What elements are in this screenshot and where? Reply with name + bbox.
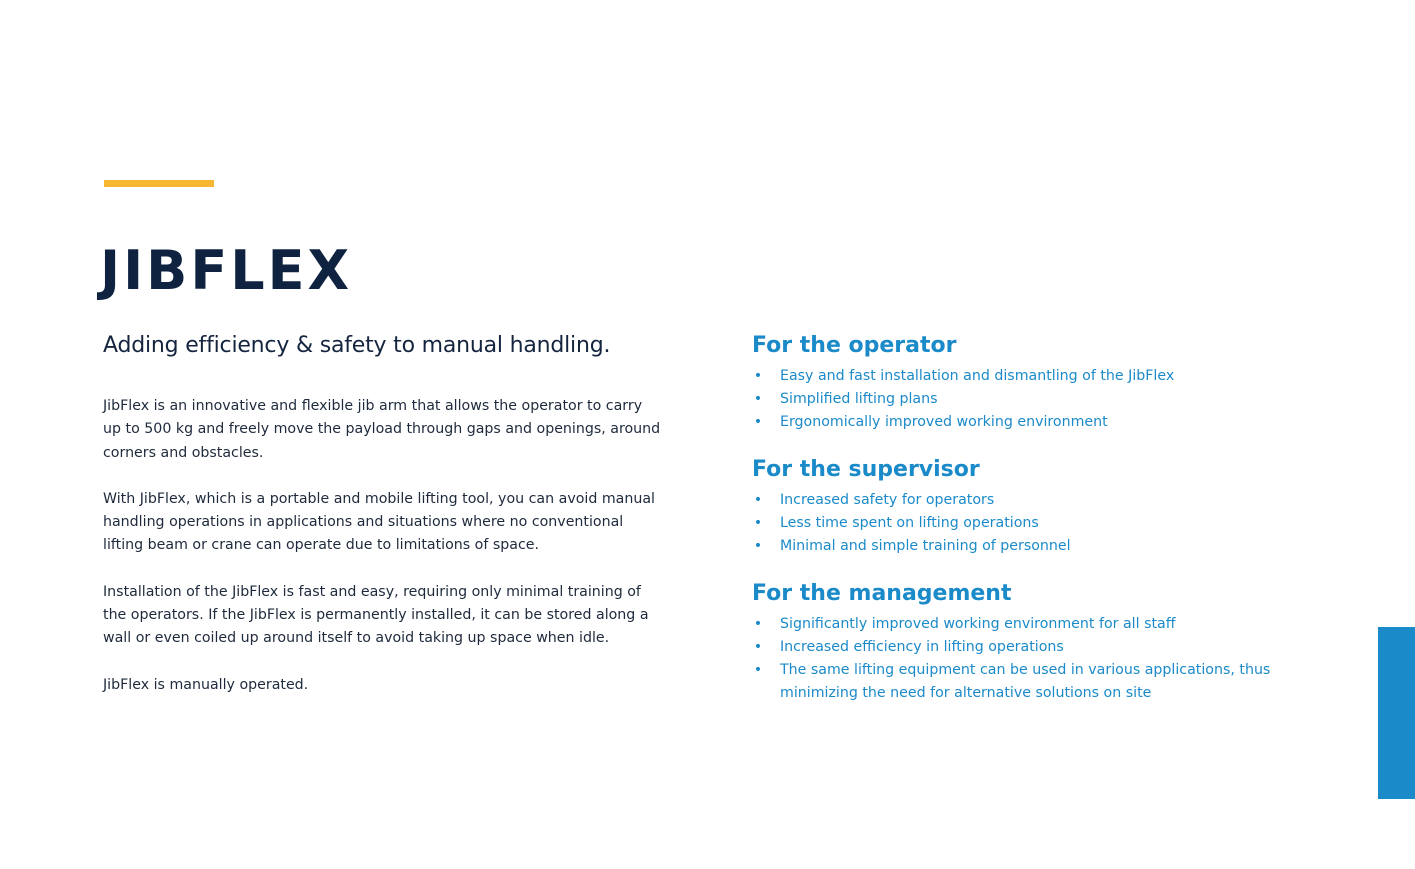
list-item-text: Increased efficiency in lifting operations — [780, 639, 1064, 655]
list-item-text: Simplified lifting plans — [780, 391, 938, 407]
bullet-icon: • — [753, 662, 763, 678]
benefit-group-operator — [752, 329, 1292, 434]
list-item-text: Ergonomically improved working environment — [780, 414, 1108, 430]
bullet-icon: • — [753, 616, 763, 632]
list-item — [752, 636, 1292, 659]
benefit-list — [752, 613, 1292, 705]
bullet-icon: • — [753, 515, 763, 531]
benefit-heading: For the management — [752, 581, 1012, 606]
list-item-text: Minimal and simple training of personnel — [780, 538, 1071, 554]
list-item — [752, 411, 1292, 434]
bullet-icon: • — [753, 368, 763, 384]
description-paragraph: Installation of the JibFlex is fast and easy, requiring only minimal training of the operators. If the JibFlex is permanently installed, it can be stored along a wall or even coiled up around itself to avoid taking up space when idle. — [103, 583, 649, 647]
bullet-icon: • — [753, 414, 763, 430]
bullet-icon: • — [753, 492, 763, 508]
benefit-list — [752, 489, 1292, 558]
list-item — [752, 659, 1292, 705]
list-item-text: Easy and fast installation and dismantling of the JibFlex — [780, 368, 1175, 384]
benefit-group-supervisor — [752, 453, 1292, 558]
list-item — [752, 489, 1292, 512]
list-item — [752, 365, 1292, 388]
list-item-text: The same lifting equipment can be used in various applications, thus minimizing the need for alternative solutions on site — [780, 662, 1271, 701]
bullet-icon: • — [753, 391, 763, 407]
benefit-heading: For the operator — [752, 333, 957, 358]
list-item — [752, 512, 1292, 535]
accent-bar — [104, 180, 214, 187]
list-item — [752, 388, 1292, 411]
page-title: JIBFLEX — [100, 239, 353, 302]
list-item — [752, 535, 1292, 558]
benefit-group-management — [752, 577, 1292, 705]
description-paragraph: JibFlex is an innovative and flexible jib arm that allows the operator to carry up to 500 kg and freely move the payload through gaps and openings, around corners and obstacles. — [103, 398, 661, 461]
benefit-heading: For the supervisor — [752, 457, 980, 482]
side-tab-marker — [1378, 627, 1415, 799]
description-paragraph: JibFlex is manually operated. — [103, 676, 309, 693]
description-column — [103, 395, 663, 720]
list-item-text: Less time spent on lifting operations — [780, 515, 1039, 531]
description-paragraph: With JibFlex, which is a portable and mobile lifting tool, you can avoid manual handling operations in applications and situations where no conventional lifting beam or crane can operate due to limitations of space. — [103, 490, 655, 554]
bullet-icon: • — [753, 639, 763, 655]
benefit-list — [752, 365, 1292, 434]
bullet-icon: • — [753, 538, 763, 554]
page-subtitle: Adding efficiency & safety to manual handling. — [103, 333, 611, 358]
benefits-column — [752, 329, 1292, 724]
list-item-text: Significantly improved working environment for all staff — [780, 616, 1176, 632]
list-item — [752, 613, 1292, 636]
list-item-text: Increased safety for operators — [780, 492, 995, 508]
